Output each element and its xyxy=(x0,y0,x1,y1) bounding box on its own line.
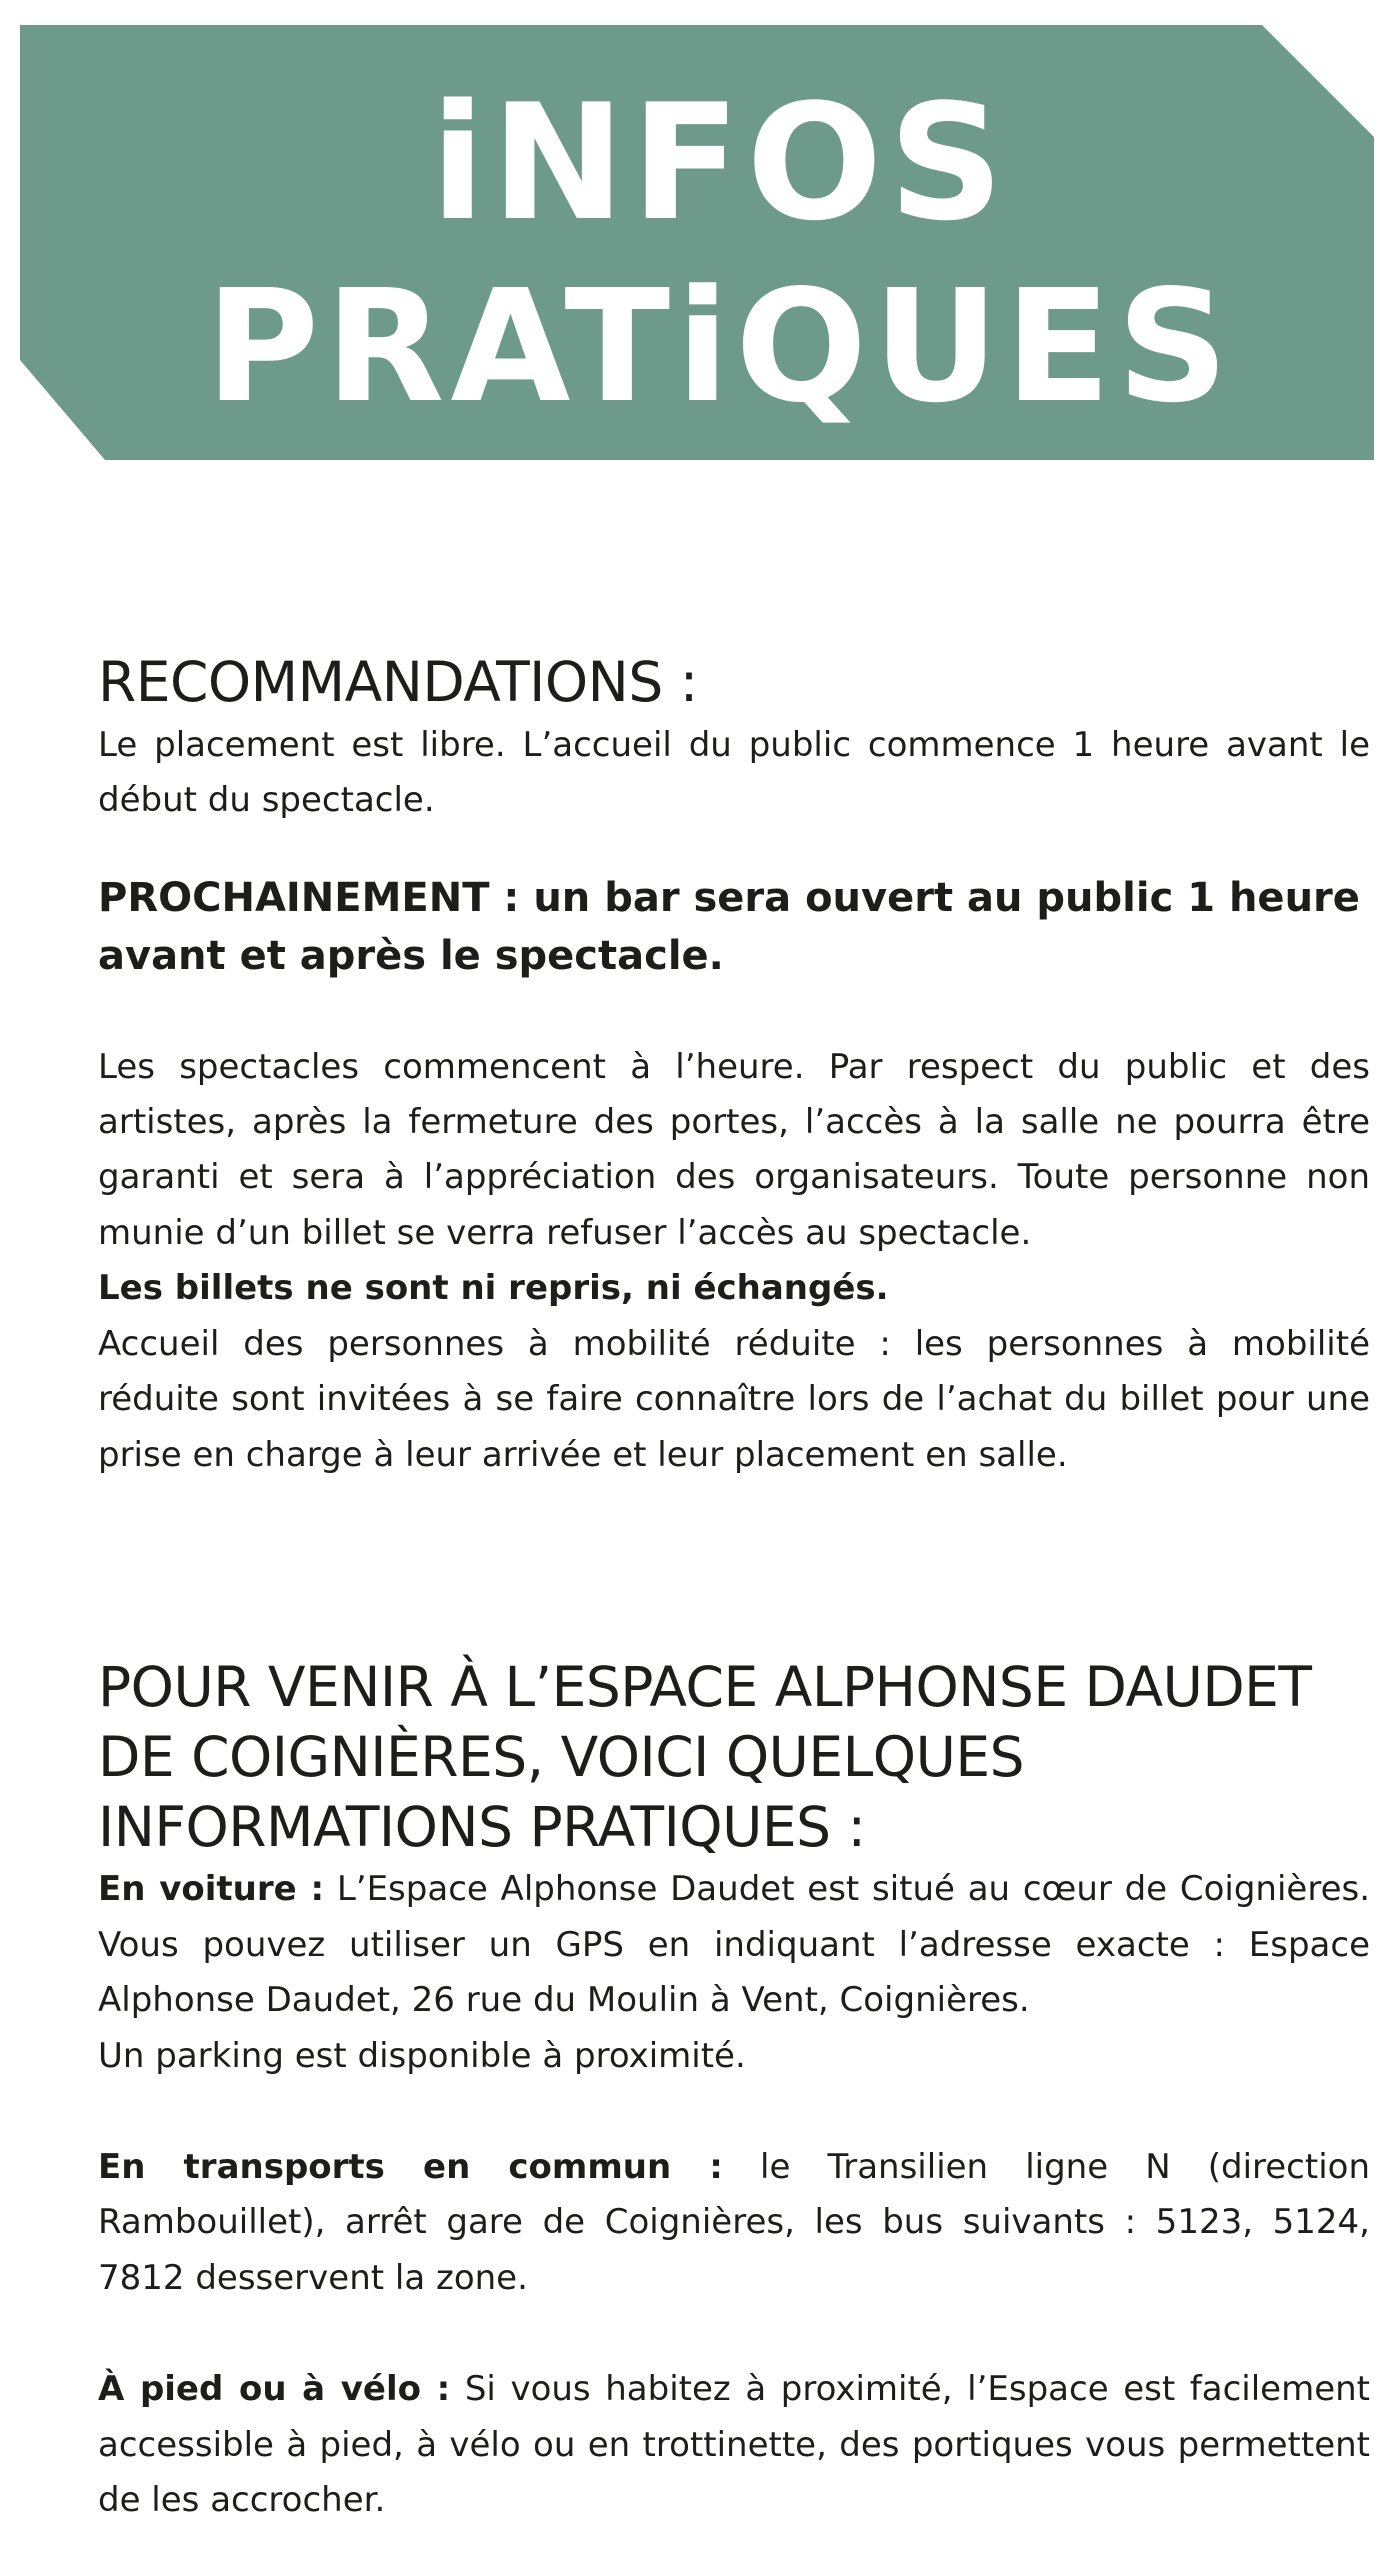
voiture-text: L’Espace Alphonse Daudet est situé au cœur de Coignières. Vous pouvez utiliser un GPS en indiquant l’adresse exacte : Espace Alphonse Daudet, 26 rue du Moulin à Vent, Coignières. xyxy=(98,1869,1371,2021)
pied-paragraph xyxy=(98,2362,1370,2528)
main-content xyxy=(98,648,1370,2529)
billets-text: Les billets ne sont ni repris, ni échangés. xyxy=(98,1268,889,1309)
acces-heading: POUR VENIR À L’ESPACE ALPHONSE DAUDET DE COIGNIÈRES, VOICI QUELQUES INFORMATIONS PRATIQUES : xyxy=(98,1654,1312,1859)
bar-announcement: PROCHAINEMENT : un bar sera ouvert au public 1 heure avant et après le spectacle. xyxy=(98,874,1360,979)
pied-text: Si vous habitez à proximité, l’Espace est facilement accessible à pied, à vélo ou en trottinette, des portiques vous permettent de les accrocher. xyxy=(98,2369,1371,2521)
pied-label: À pied ou à vélo : xyxy=(98,2369,451,2410)
banner-title-line2: PRATiQUES xyxy=(205,256,1235,437)
banner-graphic xyxy=(0,0,1397,470)
recommandations-heading: RECOMMANDATIONS : xyxy=(98,650,698,714)
horaires-text: Les spectacles commencent à l’heure. Par respect du public et des artistes, après la fermeture des portes, l’accès à la salle ne pourra être garanti et sera à l’appréciation des organisateurs. Toute personne non munie d’un billet se verra refuser l’accès au spectacle. xyxy=(98,1046,1370,1253)
parking-text: Un parking est disponible à proximité. xyxy=(98,2035,746,2076)
placement-text: Le placement est libre. L’accueil du public commence 1 heure avant le début du spectacle. xyxy=(98,724,1370,821)
header-banner xyxy=(0,0,1397,470)
transports-paragraph xyxy=(98,2140,1370,2306)
transports-text: le Transilien ligne N (direction Rambouillet), arrêt gare de Coignières, les bus suivants : 5123, 5124, 7812 desservent la zone. xyxy=(98,2147,1371,2298)
banner-title-line1: iNFOS xyxy=(430,69,1010,256)
transports-label: En transports en commun : xyxy=(98,2147,723,2188)
voiture-paragraph xyxy=(98,1862,1370,2028)
voiture-label: En voiture : xyxy=(98,1869,325,1910)
mobilite-text: Accueil des personnes à mobilité réduite : les personnes à mobilité réduite sont invitées à se faire connaître lors de l’achat du billet pour une prise en charge à leur arrivée et leur placement en salle. xyxy=(98,1323,1370,1475)
